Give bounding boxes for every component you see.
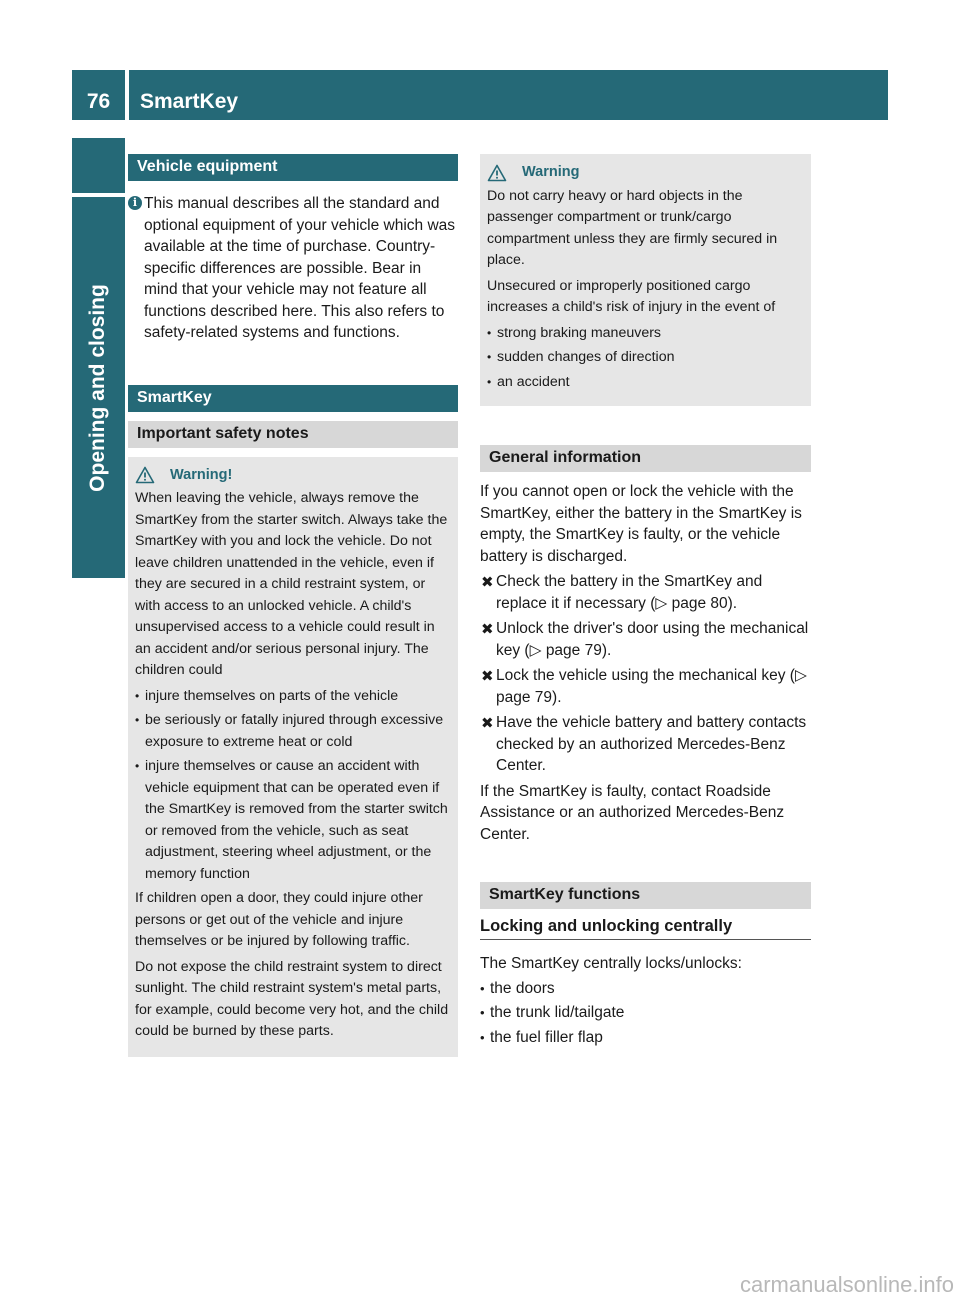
locking-subheading: Locking and unlocking centrally	[480, 917, 811, 940]
step-arrow-icon: ✖	[481, 621, 494, 638]
function-bullet: • the fuel filler flap	[480, 1027, 811, 1049]
info-text: This manual describes all the standard and optional equipment of your vehicle which was available at the time of purchase. Country-specific differences are possible. Bear in mind that your vehicle may not feature all functions described here. This also refers to safety-related systems and functions.	[144, 195, 456, 341]
function-bullet: • the trunk lid/tailgate	[480, 1002, 811, 1024]
smartkey-functions-heading: SmartKey functions	[480, 882, 811, 909]
left-column	[128, 154, 458, 1057]
step-text: Lock the vehicle using the mechanical key (▷ page 79).	[496, 667, 807, 706]
smartkey-section-heading: SmartKey	[128, 385, 458, 412]
info-paragraph	[128, 193, 458, 344]
general-outro: If the SmartKey is faulty, contact Roadside Assistance or an authorized Mercedes-Benz Center.	[480, 782, 785, 843]
warning-title: Warning	[522, 164, 580, 180]
warning-paragraph: When leaving the vehicle, always remove the SmartKey from the starter switch. Always take the SmartKey with you and lock the vehicle. Do not leave children unattended in the vehicle, even if they are secured in a child restraint system, or with access to an unlocked vehicle. A child's unsupervised access to a vehicle could result in an accident and/or serious personal injury. The children could	[135, 490, 448, 678]
warning-paragraph: If children open a door, they could injure other persons or get out of the vehicle and injure themselves or be injured by following traffic.	[135, 890, 423, 949]
page-header	[129, 70, 888, 120]
right-column	[480, 154, 811, 1051]
general-intro: If you cannot open or lock the vehicle with the SmartKey, either the battery in the SmartKey is empty, the SmartKey is faulty, or the vehicle battery is discharged.	[480, 483, 802, 565]
instruction-step	[480, 571, 811, 614]
warning-header	[487, 162, 803, 184]
side-tab-marker	[72, 138, 125, 193]
page-number-box	[72, 70, 125, 120]
warning-bullet: • be seriously or fatally injured through excessive exposure to extreme heat or cold	[135, 710, 450, 753]
step-arrow-icon: ✖	[481, 574, 494, 591]
functions-intro: The SmartKey centrally locks/unlocks:	[480, 955, 742, 972]
warning-header	[135, 465, 450, 487]
warning-paragraph: Do not expose the child restraint system to direct sunlight. The child restraint system's metal parts, for example, could become very hot, and the child could be burned by these parts.	[135, 958, 449, 1039]
function-bullet: • the doors	[480, 978, 811, 1000]
general-information-heading: General information	[480, 445, 811, 472]
info-icon: i	[128, 196, 142, 210]
warning-bullet: • injure themselves or cause an accident with vehicle equipment that can be operated even if the SmartKey is removed from the starter switch or removed from the vehicle, such as seat adjustment, steering wheel adjustment, or the memory function	[135, 756, 450, 885]
warning-box	[128, 457, 458, 1057]
step-arrow-icon: ✖	[481, 715, 494, 732]
cargo-warning-box	[480, 154, 811, 406]
warning-bullet: • sudden changes of direction	[487, 347, 803, 369]
warning-title: Warning!	[170, 466, 233, 483]
warning-bullet: • strong braking maneuvers	[487, 323, 803, 345]
instruction-step	[480, 618, 811, 661]
step-text: Check the battery in the SmartKey and replace it if necessary (▷ page 80).	[496, 573, 763, 612]
step-arrow-icon: ✖	[481, 668, 494, 685]
warning-triangle-icon	[135, 466, 155, 484]
instruction-step	[480, 665, 811, 708]
instruction-step	[480, 712, 811, 777]
warning-bullet: • injure themselves on parts of the vehicle	[135, 686, 450, 708]
chapter-label: Opening and closing	[86, 284, 109, 492]
safety-notes-heading: Important safety notes	[128, 421, 458, 448]
step-text: Have the vehicle battery and battery contacts checked by an authorized Mercedes-Benz Center.	[496, 714, 807, 774]
watermark: carmanualsonline.info	[739, 1272, 954, 1297]
warning-bullet: • an accident	[487, 372, 803, 394]
page-title: SmartKey	[140, 90, 239, 113]
page-number: 76	[86, 90, 111, 113]
step-text: Unlock the driver's door using the mechanical key (▷ page 79).	[496, 620, 809, 659]
warning-paragraph: Do not carry heavy or hard objects in the passenger compartment or trunk/cargo compartment unless they are firmly secured in place.	[487, 187, 778, 268]
warning-paragraph: Unsecured or improperly positioned cargo increases a child's risk of injury in the event of	[487, 277, 776, 315]
vehicle-equipment-heading: Vehicle equipment	[128, 154, 458, 181]
warning-triangle-icon	[487, 164, 507, 182]
